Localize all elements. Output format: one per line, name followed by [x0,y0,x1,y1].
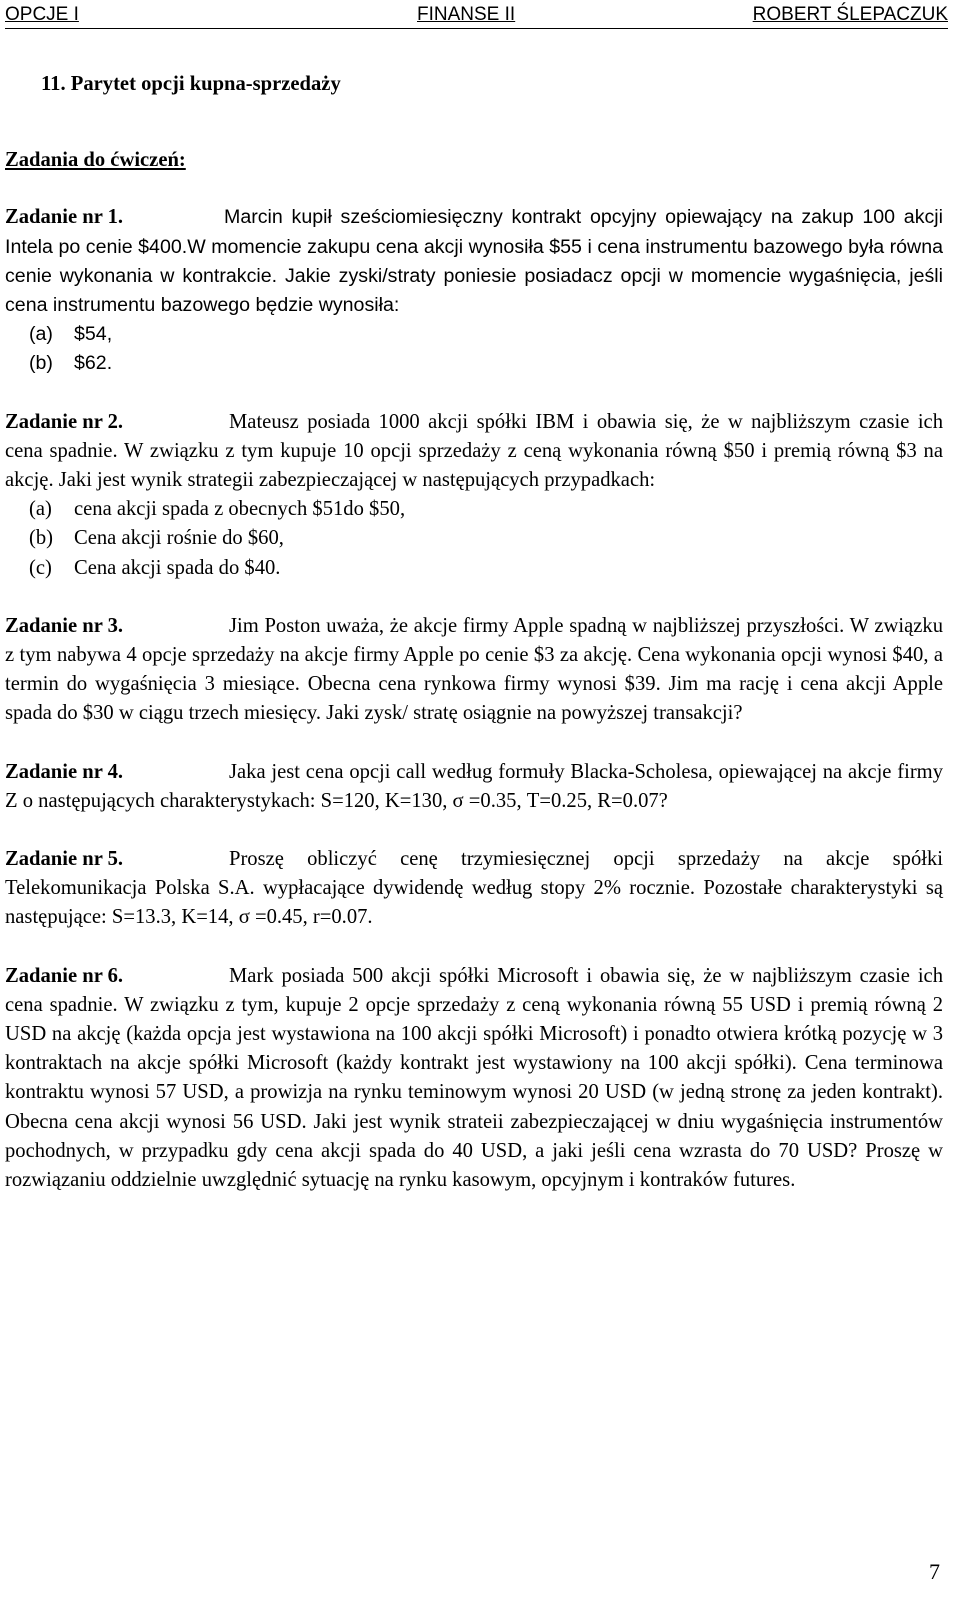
option-marker: (c) [29,556,52,579]
task-1 [5,203,943,378]
option-text: Cena akcji rośnie do $60, [74,527,284,550]
option-marker: (b) [29,527,54,550]
task-label: Zadanie nr 1. [5,206,124,229]
option-marker: (a) [29,498,52,521]
task-option [5,320,943,349]
option-marker: (b) [29,352,53,375]
task-label: Zadanie nr 6. [5,964,124,987]
option-text: Cena akcji spada do $40. [74,556,281,579]
page-number: 7 [929,1559,940,1584]
task-options [5,320,943,378]
task-options [5,495,943,583]
option-marker: (a) [29,323,53,346]
task-text: Jim Poston uważa, że akcje firmy Apple spadną w najbliższej przyszłości. W związku z tym nabywa 4 opcje sprzedaży na akcje firmy Apple po cenie $3 za akcję. Cena wykonania opcji wynosi $40, a termin do wygaśnięcia 3 miesiące. Obecna cena rynkowa firmy wynosi $39. Jim ma rację i cena akcji Apple spada do $30 w ciągu trzech miesięcy. Jaki zysk/ stratę osiągnie na powyższej transakcji? [5,614,943,725]
task-4 [5,758,943,816]
option-text: $54, [74,323,113,346]
page-header [5,2,948,29]
task-text: Mark posiada 500 akcji spółki Microsoft i obawia się, że w najbliższym czasie ich cena spadnie. W związku z tym, kupuje 2 opcje sprzedaży z ceną wykonania równą 55 USD i premią równą 2 USD na akcję (każda opcja jest wystawiona na 100 akcji spółki Microsoft) i ponadto otwiera krótką pozycję w 3 kontraktach na akcje spółki Microsoft (każdy kontrakt jest wystawiony na 100 akcji spółki). Cena terminowa kontraktu wynosi 57 USD, a prowizja na rynku teminowym wynosi 20 USD (w jedną stronę za jeden kontrakt). Obecna cena akcji wynosi 56 USD. Jaki jest wynik strateii zabezpieczającej w dniu wygaśnięcia instrumentów pochodnych, w przypadku gdy cena akcji spada do 40 USD, a jaki jeśli cena wzrasta do 70 USD? Proszę w rozwiązaniu oddzielnie uwzględnić sytuację na rynku kasowym, opcyjnym i kontraków futures. [5,964,943,1192]
header-author: ROBERT ŚLEPACZUK [752,4,948,25]
task-label: Zadanie nr 5. [5,848,124,871]
header-subject: FINANSE II [417,4,516,25]
exercises-subtitle: Zadania do ćwiczeń: [5,149,186,172]
section-title: 11. Parytet opcji kupna-sprzedaży [41,73,341,95]
task-option [5,554,943,583]
task-3 [5,612,943,729]
task-text: Jaka jest cena opcji call według formuły Blacka-Scholesa, opiewającej na akcje firmy Z o następujących charakterystykach: S=120, K=130, σ =0.35, T=0.25, R=0.07? [5,760,943,812]
task-text: Proszę obliczyć cenę trzymiesięcznej opcji sprzedaży na akcje spółki Telekomunikacja Polska S.A. wypłacające dywidendę według stopy 2% rocznie. Pozostałe charakterystyki są następujące: S=13.3, K=14, σ =0.45, r=0.07. [5,848,943,929]
document-body [5,70,943,1224]
task-text: Marcin kupił sześciomiesięczny kontrakt opcyjny opiewający na zakup 100 akcji Intela po cenie $400.W momencie zakupu cena akcji wynosiła $55 i cena instrumentu bazowego była równa cenie wykonania w kontrakcie. Jakie zyski/straty poniesie posiadacz opcji w momencie wygaśnięcia, jeśli cena instrumentu bazowego będzie wynosiła: [5,206,943,317]
task-label: Zadanie nr 3. [5,614,124,637]
header-course: OPCJE I [5,4,79,25]
task-label: Zadanie nr 2. [5,410,124,433]
task-option [5,495,943,524]
task-6 [5,962,943,1196]
task-label: Zadanie nr 4. [5,760,124,783]
task-option [5,349,943,378]
task-2 [5,408,943,583]
task-5 [5,845,943,933]
task-option [5,524,943,553]
option-text: cena akcji spada z obecnych $51do $50, [74,498,406,521]
option-text: $62. [74,352,113,375]
task-text: Mateusz posiada 1000 akcji spółki IBM i obawia się, że w najbliższym czasie ich cena spadnie. W związku z tym kupuje 10 opcji sprzedaży z ceną wykonania równą $50 i premią równą $3 na akcję. Jaki jest wynik strategii zabezpieczającej w następujących przypadkach: [5,410,943,492]
